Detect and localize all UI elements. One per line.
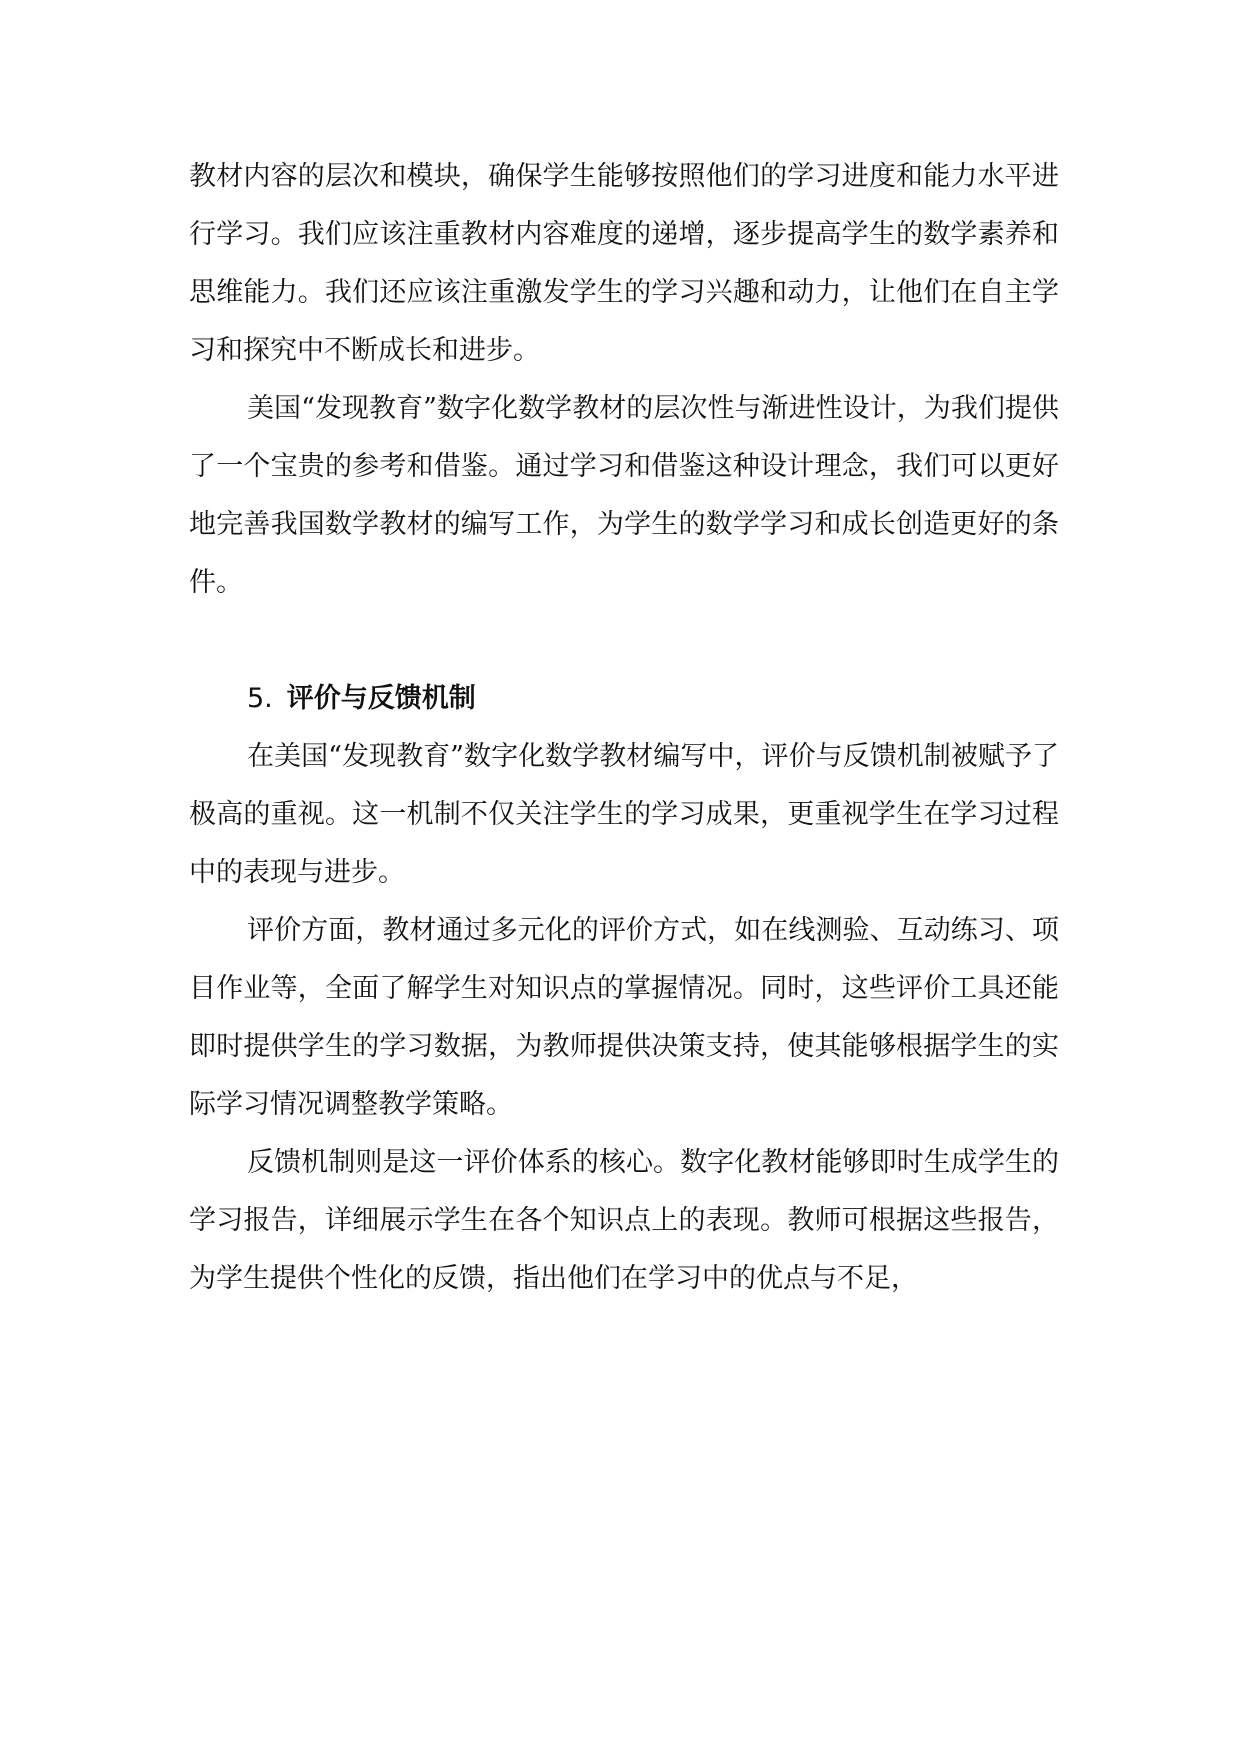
paragraph-reference: 美国“发现教育”数字化数学教材的层次性与渐进性设计，为我们提供了一个宝贵的参考和借鉴。通过学习和借鉴这种设计理念，我们可以更好地完善我国数学教材的编写工作，为学生的数学学习和成长创造更好的条件。 bbox=[189, 393, 1059, 598]
section-number: 5. bbox=[247, 683, 273, 714]
paragraph-intro: 在美国“发现教育”数字化数学教材编写中，评价与反馈机制被赋予了极高的重视。这一机制不仅关注学生的学习成果，更重视学生在学习过程中的表现与进步。 bbox=[189, 741, 1059, 888]
paragraph-continuation: 教材内容的层次和模块，确保学生能够按照他们的学习进度和能力水平进行学习。我们应该注重教材内容难度的递增，逐步提高学生的数学素养和思维能力。我们还应该注重激发学生的学习兴趣和动力，让他们在自主学习和探究中不断成长和进步。 bbox=[189, 161, 1059, 366]
section-heading bbox=[189, 670, 1059, 728]
document-body bbox=[189, 148, 1059, 1308]
section-title: 评价与反馈机制 bbox=[286, 683, 476, 714]
paragraph-feedback: 反馈机制则是这一评价体系的核心。数字化教材能够即时生成学生的学习报告，详细展示学生在各个知识点上的表现。教师可根据这些报告，为学生提供个性化的反馈，指出他们在学习中的优点与不足， bbox=[189, 1147, 1059, 1294]
paragraph-evaluation: 评价方面，教材通过多元化的评价方式，如在线测验、互动练习、项目作业等，全面了解学生对知识点的掌握情况。同时，这些评价工具还能即时提供学生的学习数据，为教师提供决策支持，使其能够根据学生的实际学习情况调整教学策略。 bbox=[189, 915, 1059, 1120]
